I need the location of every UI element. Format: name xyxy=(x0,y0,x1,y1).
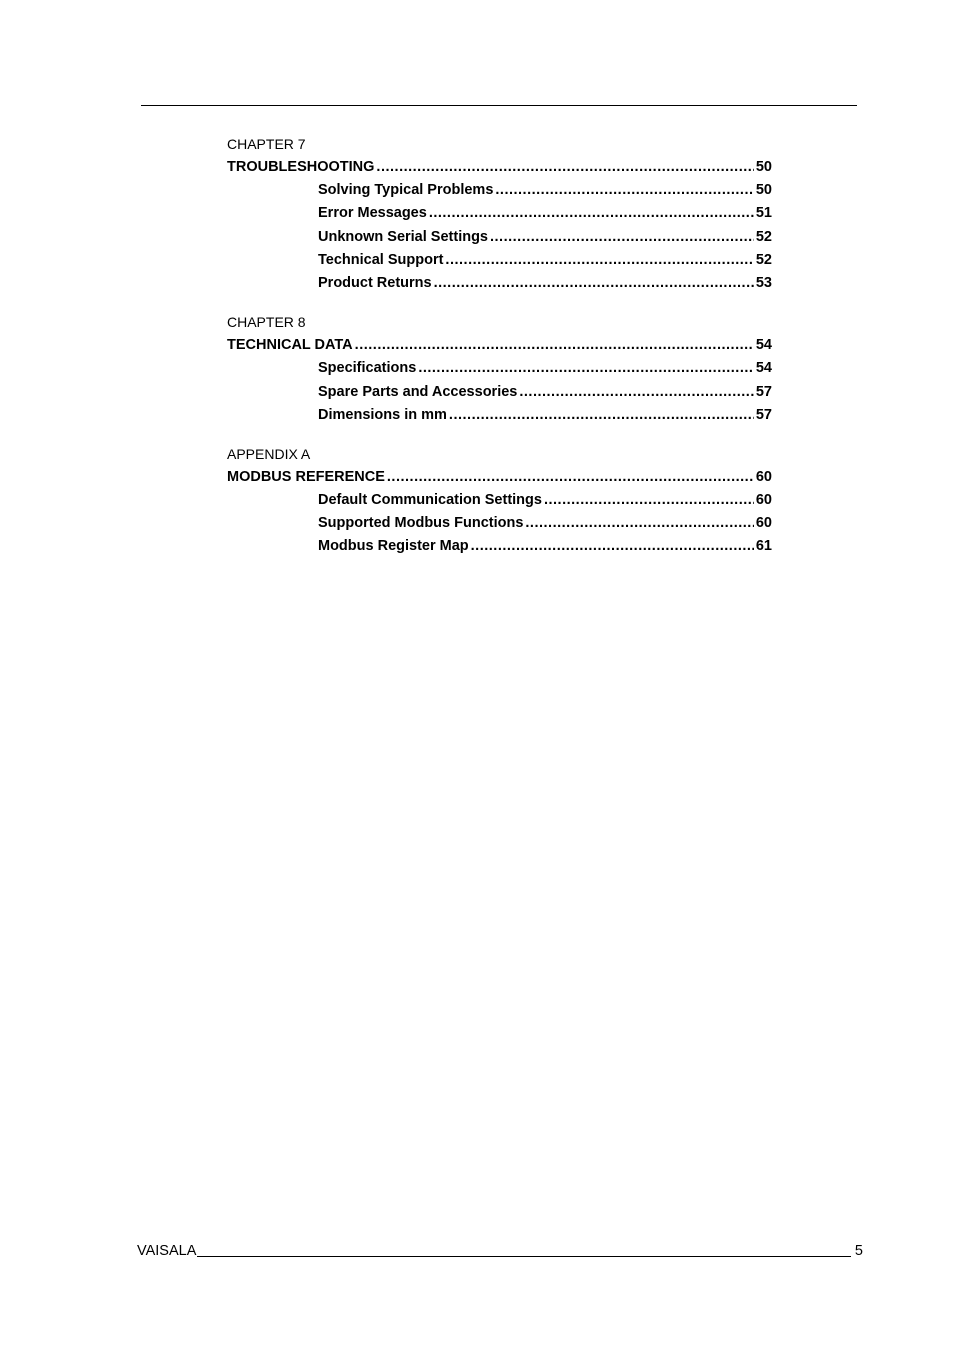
dot-leader xyxy=(490,226,754,249)
footer-page-number: 5 xyxy=(854,1243,863,1259)
toc-entry-troubleshooting[interactable] xyxy=(227,156,772,179)
toc-section-appendix-a xyxy=(227,443,772,559)
footer-rule xyxy=(197,1256,851,1257)
dot-leader xyxy=(355,334,754,357)
entry-title: Product Returns xyxy=(318,274,432,291)
entry-title: TECHNICAL DATA xyxy=(227,337,353,354)
dot-leader xyxy=(429,202,754,225)
dot-leader xyxy=(418,357,754,380)
entry-page: 51 xyxy=(755,205,772,222)
toc-section-chapter-8 xyxy=(227,311,772,427)
entry-title: Spare Parts and Accessories xyxy=(318,383,518,400)
entry-title: Technical Support xyxy=(318,251,444,268)
entry-title: Error Messages xyxy=(318,205,427,222)
toc-entry-specifications[interactable] xyxy=(227,357,772,380)
section-label: APPENDIX A xyxy=(227,445,311,462)
toc-entry-spare-parts[interactable] xyxy=(227,381,772,404)
toc-entry-technical-support[interactable] xyxy=(227,249,772,272)
entry-page: 57 xyxy=(755,383,772,400)
toc-entry-technical-data[interactable] xyxy=(227,334,772,357)
toc-entry-solving-typical-problems[interactable] xyxy=(227,179,772,202)
entry-title: Dimensions in mm xyxy=(318,406,447,423)
header-rule xyxy=(141,105,857,106)
entry-title: MODBUS REFERENCE xyxy=(227,468,385,485)
entry-title: Modbus Register Map xyxy=(318,538,469,555)
entry-page: 53 xyxy=(755,274,772,291)
toc-entry-default-communication-settings[interactable] xyxy=(227,489,772,512)
footer-brand: VAISALA xyxy=(137,1243,197,1259)
entry-page: 50 xyxy=(755,159,772,175)
toc-section-chapter-7 xyxy=(227,133,772,295)
dot-leader xyxy=(471,535,754,558)
entry-page: 52 xyxy=(755,228,772,245)
entry-page: 52 xyxy=(755,251,772,268)
section-label: CHAPTER 7 xyxy=(227,136,306,152)
dot-leader xyxy=(544,489,754,512)
entry-title: Default Communication Settings xyxy=(318,492,542,509)
dot-leader xyxy=(525,512,753,535)
entry-title: Supported Modbus Functions xyxy=(318,515,524,532)
entry-page: 60 xyxy=(755,515,772,532)
entry-title: TROUBLESHOOTING xyxy=(227,159,375,175)
entry-title: Specifications xyxy=(318,360,417,377)
entry-page: 54 xyxy=(755,360,772,377)
entry-page: 57 xyxy=(755,406,772,423)
toc-entry-error-messages[interactable] xyxy=(227,202,772,225)
entry-page: 50 xyxy=(755,182,772,199)
entry-title: Unknown Serial Settings xyxy=(318,228,488,245)
dot-leader xyxy=(445,249,753,272)
toc-entry-unknown-serial-settings[interactable] xyxy=(227,226,772,249)
page-footer xyxy=(137,1238,863,1260)
table-of-contents xyxy=(227,133,772,575)
dot-leader xyxy=(449,404,754,427)
entry-page: 60 xyxy=(755,492,772,509)
toc-entry-supported-modbus-functions[interactable] xyxy=(227,512,772,535)
dot-leader xyxy=(519,381,754,404)
entry-page: 60 xyxy=(755,468,772,485)
entry-page: 61 xyxy=(755,538,772,555)
toc-entry-modbus-reference[interactable] xyxy=(227,466,772,489)
dot-leader xyxy=(434,272,754,295)
dot-leader xyxy=(376,156,753,179)
entry-page: 54 xyxy=(755,337,772,354)
toc-entry-dimensions[interactable] xyxy=(227,404,772,427)
toc-entry-modbus-register-map[interactable] xyxy=(227,535,772,558)
dot-leader xyxy=(387,466,754,489)
entry-title: Solving Typical Problems xyxy=(318,182,494,199)
dot-leader xyxy=(495,179,753,202)
section-label: CHAPTER 8 xyxy=(227,314,306,331)
toc-entry-product-returns[interactable] xyxy=(227,272,772,295)
